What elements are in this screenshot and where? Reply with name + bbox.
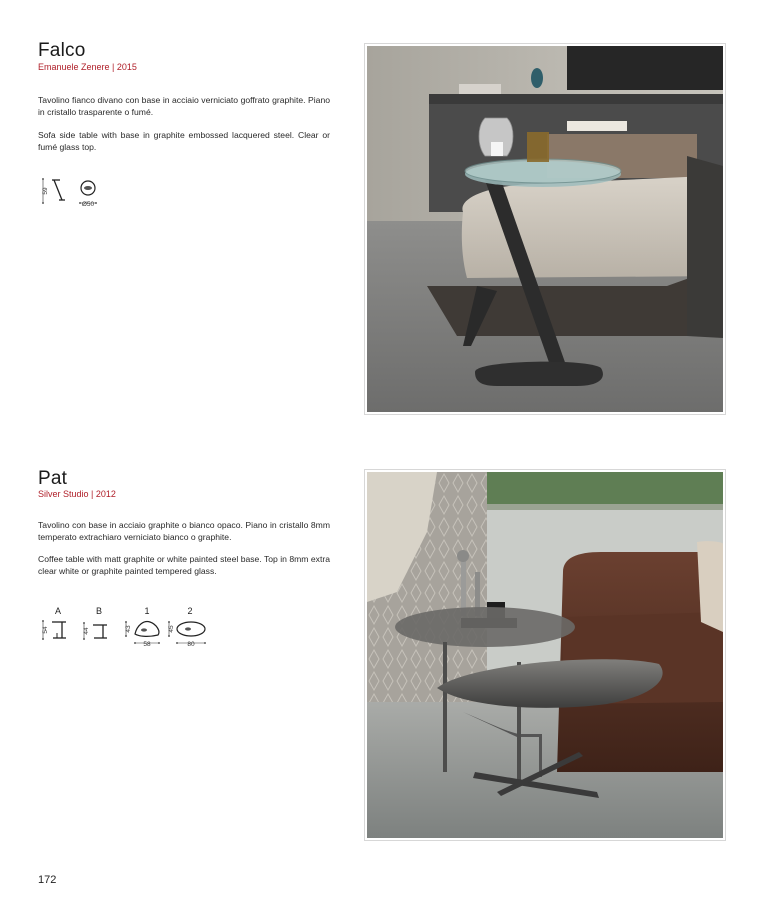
product-falco — [0, 0, 774, 440]
variant-icons — [38, 605, 228, 656]
falco-product-photo — [364, 43, 726, 415]
product-title: Falco — [38, 40, 86, 61]
variant-1-label: 1 — [144, 606, 150, 616]
variant-a-label: A — [54, 606, 62, 616]
variant-b-icon — [83, 606, 107, 640]
svg-text:45: 45 — [168, 625, 175, 633]
designer-credit: Silver Studio | 2012 — [38, 489, 116, 499]
height-label: 59 — [42, 187, 49, 195]
description-italian: Tavolino con base in acciaio graphite o bianco opaco. Piano in cristallo 8mm temperato extrachiaro verniciato bianco o graphite. — [38, 520, 330, 542]
pat-product-photo — [364, 469, 726, 841]
description-english: Coffee table with matt graphite or white painted steel base. Top in 8mm extra clear white or graphite painted tempered glass. — [38, 554, 330, 576]
top-view-icon — [79, 181, 97, 208]
svg-text:43: 43 — [125, 625, 132, 633]
designer-credit: Emanuele Zenere | 2015 — [38, 62, 137, 72]
variant-2-icon — [168, 606, 206, 648]
product-title: Pat — [38, 468, 68, 489]
variant-a-icon — [42, 606, 66, 640]
variant-2-label: 2 — [187, 606, 193, 616]
diameter-label: Ø50 — [81, 201, 95, 208]
svg-text:80: 80 — [187, 641, 195, 648]
svg-text:58: 58 — [143, 641, 151, 648]
description-english: Sofa side table with base in graphite embossed lacquered steel. Clear or fumé glass top. — [38, 130, 330, 152]
variant-b-label: B — [95, 606, 103, 616]
svg-text:44: 44 — [83, 627, 90, 635]
variant-1-icon — [125, 606, 160, 648]
svg-text:54: 54 — [42, 626, 49, 634]
dimension-icons — [38, 176, 118, 217]
description-italian: Tavolino fianco divano con base in acciaio verniciato goffrato graphite. Piano in cristallo trasparente o fumé. — [38, 95, 330, 117]
page-number: 172 — [38, 874, 57, 886]
product-pat — [0, 440, 774, 860]
table-profile-icon — [42, 178, 65, 204]
